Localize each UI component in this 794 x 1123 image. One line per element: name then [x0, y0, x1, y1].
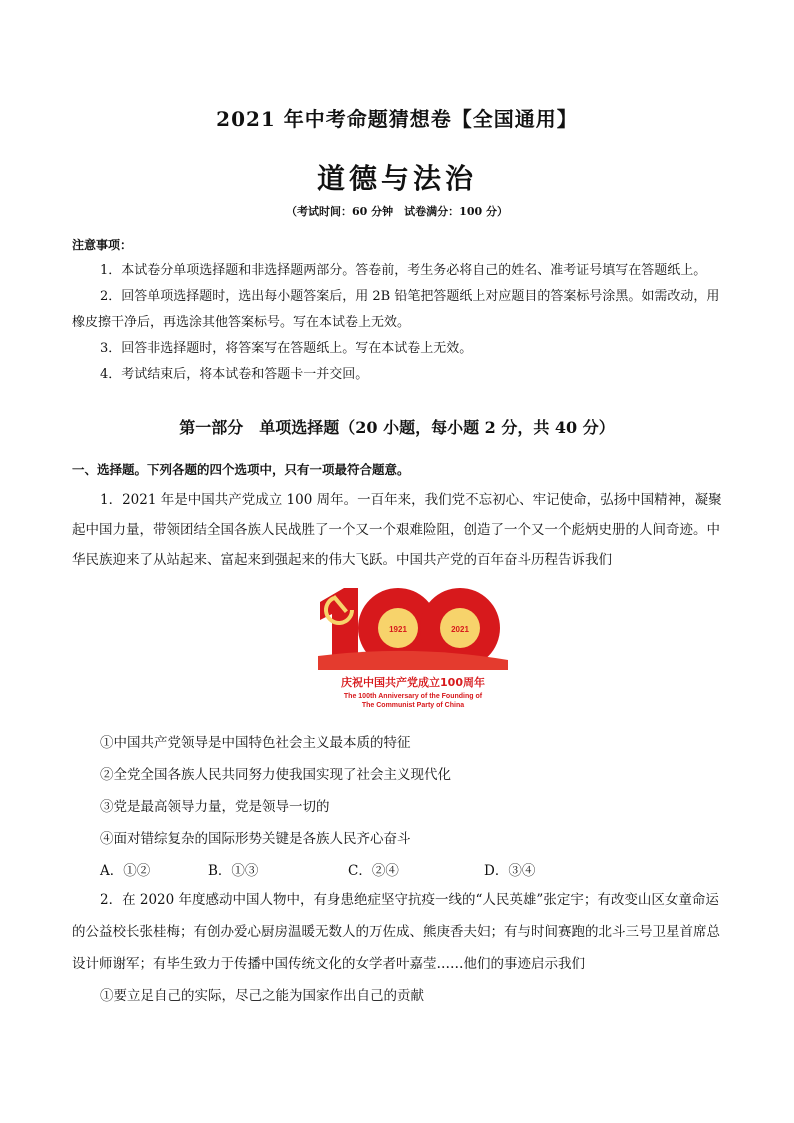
choice-c: C．②④	[348, 863, 399, 879]
statement-1: ①中国共产党领导是中国特色社会主义最本质的特征	[100, 735, 411, 751]
exam-info: （考试时间：60 分钟 试卷满分：100 分）	[286, 205, 508, 218]
question-2	[72, 884, 722, 1012]
centenary-logo	[318, 584, 508, 712]
question-1-options	[100, 727, 722, 887]
question-1-stem: 1．2021 年是中国共产党成立 100 周年。一百年来，我们党不忘初心、牢记使命，弘扬中国精神，凝聚起中国力量，带领团结全国各族人民战胜了一个又一个艰难险阻，创造了一个又一个彪炳史册的人间奇迹。中华民族迎来了从站起来、富起来到强起来的伟大飞跃。中国共产党的百年奋斗历程告诉我们	[72, 492, 722, 568]
note-item-3: 3．回答非选择题时，将答案写在答题纸上。写在本试卷上无效。	[100, 341, 473, 356]
logo-caption-cn: 庆祝中国共产党成立100周年	[341, 676, 485, 689]
centenary-logo-graphic	[318, 584, 508, 712]
note-item-4: 4．考试结束后，将本试卷和答题卡一并交回。	[100, 367, 369, 382]
question-2-statement-1: ①要立足自己的实际，尽己之能为国家作出自己的贡献	[100, 988, 424, 1004]
logo-year-left: 1921	[389, 625, 407, 634]
note-item-1: 1．本试卷分单项选择题和非选择题两部分。答卷前，考生务必将自己的姓名、准考证号填写在答题纸上。	[100, 263, 707, 278]
statement-2: ②全党全国各族人民共同努力使我国实现了社会主义现代化	[100, 767, 451, 783]
question-1	[72, 455, 722, 575]
section-title: 第一部分 单项选择题（20 小题，每小题 2 分，共 40 分）	[179, 418, 615, 437]
statement-3: ③党是最高领导力量，党是领导一切的	[100, 799, 330, 815]
subject-title: 道德与法治	[316, 162, 477, 195]
logo-caption-en-2: The Communist Party of China	[361, 702, 465, 709]
note-item-2: 2．回答单项选择题时，选出每小题答案后，用 2B 铅笔把答题纸上对应题目的答案标号涂黑。如需改动，用橡皮擦干净后，再选涂其他答案标号。写在本试卷上无效。	[72, 289, 720, 330]
notes-section	[72, 232, 722, 388]
question-2-stem: 2．在 2020 年度感动中国人物中，有身患绝症坚守抗疫一线的“人民英雄”张定宇；有改变山区女童命运的公益校长张桂梅；有创办爱心厨房温暖无数人的万佐成、熊庚香夫妇；有与时间赛跑的北斗三号卫星首席总设计师谢军；有毕生致力于传播中国传统文化的女学者叶嘉莹……他们的事迹启示我们	[72, 892, 720, 972]
section-instruction: 一、选择题。下列各题的四个选项中，只有一项最符合题意。	[72, 462, 410, 477]
choice-b: B．①③	[208, 863, 259, 879]
statement-4: ④面对错综复杂的国际形势关键是各族人民齐心奋斗	[100, 831, 411, 847]
answer-choices	[100, 855, 722, 887]
exam-title: 2021 年中考命题猜想卷【全国通用】	[216, 107, 578, 131]
logo-caption-en-1: The 100th Anniversary of the Founding of	[343, 693, 483, 700]
choice-a: A．①②	[100, 863, 151, 879]
notes-heading: 注意事项：	[72, 238, 133, 252]
logo-year-right: 2021	[451, 625, 469, 634]
choice-d: D．③④	[484, 863, 536, 879]
